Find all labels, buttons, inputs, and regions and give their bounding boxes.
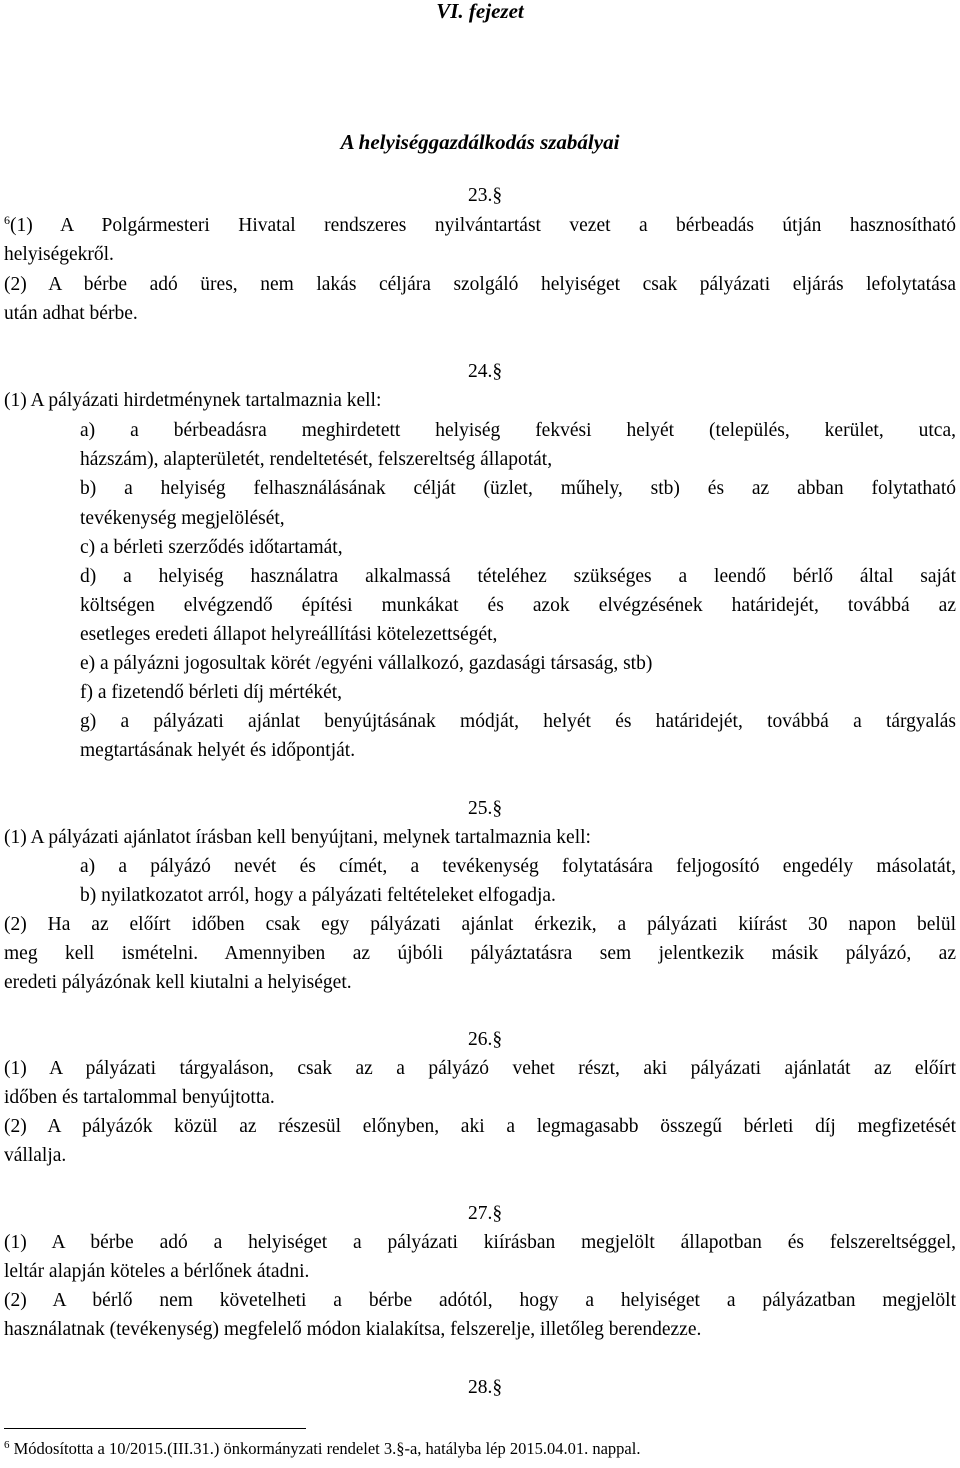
paragraph-27-line: (2) A bérlő nem követelheti a bérbe adótól, hogy a helyiséget a pályázatban megjelölt: [4, 1290, 956, 1311]
list-item-a: a) a pályázó nevét és címét, a tevékenység folytatására feljogosító engedély másolatát,: [80, 856, 956, 877]
paragraph-23-heading: 23.§: [467, 185, 503, 206]
paragraph-26-line: vállalja.: [4, 1145, 67, 1166]
paragraph-27-line: használatnak (tevékenység) megfelelő módon kialakítsa, felszerelje, illetőleg berendezze.: [4, 1319, 702, 1340]
list-item-f: f) a fizetendő bérleti díj mértékét,: [80, 682, 343, 703]
list-item-e: e) a pályázni jogosultak körét /egyéni vállalkozó, gazdasági társaság, stb): [80, 653, 653, 674]
footnote-text: Módosította a 10/2015.(III.31.) önkormányzati rendelet 3.§-a, hatályba lép 2015.04.01. nappal.: [9, 1439, 641, 1458]
footnote-reference[interactable]: 6: [4, 213, 10, 227]
paragraph-26-line: (2) A pályázók közül az részesül előnyben, aki a legmagasabb összegű bérleti díj megfizetését: [4, 1116, 956, 1137]
list-item-b: b) a helyiség felhasználásának célját (üzlet, műhely, stb) és az abban folytatható: [80, 478, 956, 499]
list-item-g: megtartásának helyét és időpontját.: [80, 740, 356, 761]
list-item-a: házszám), alapterületét, rendeltetését, felszereltség állapotát,: [80, 449, 553, 470]
list-item-d: költségen elvégzendő építési munkákat és azok elvégzésének határidejét, továbbá az: [80, 595, 956, 616]
paragraph-25-line: (2) Ha az előírt időben csak egy pályázati ajánlat érkezik, a pályázati kiírást 30 napon belül: [4, 914, 956, 935]
paragraph-25-line: eredeti pályázónak kell kiutalni a helyiséget.: [4, 972, 352, 993]
chapter-heading: VI. fejezet: [436, 0, 524, 23]
paragraph-27-line: leltár alapján köteles a bérlőnek átadni.: [4, 1261, 310, 1282]
paragraph-23-line: (2) A bérbe adó üres, nem lakás céljára szolgáló helyiséget csak pályázati eljárás lefolytatása: [4, 274, 956, 295]
list-item-c: c) a bérleti szerződés időtartamát,: [80, 537, 343, 558]
paragraph-28-heading: 28.§: [467, 1377, 503, 1398]
footnote: [4, 1436, 640, 1462]
list-item-d: esetleges eredeti állapot helyreállítási kötelezettségét,: [80, 624, 498, 645]
paragraph-23-line: után adhat bérbe.: [4, 303, 138, 324]
list-item-a: a) a bérbeadásra meghirdetett helyiség fekvési helyét (település, kerület, utca,: [80, 420, 956, 441]
section-title: A helyiséggazdálkodás szabályai: [340, 130, 620, 154]
list-item-g: g) a pályázati ajánlat benyújtásának módját, helyét és határidejét, továbbá a tárgyalás: [80, 711, 956, 732]
paragraph-23-line: helyiségekről.: [4, 244, 114, 265]
footnote-mark: 6: [4, 1439, 10, 1451]
paragraph-27-heading: 27.§: [467, 1203, 503, 1224]
paragraph-24-line: (1) A pályázati hirdetménynek tartalmaznia kell:: [4, 390, 382, 411]
footnote-separator: [4, 1428, 306, 1429]
paragraph-25-line: meg kell ismételni. Amennyiben az újbóli pályáztatásra sem jelentkezik másik pályázó, az: [4, 943, 956, 964]
paragraph-25-heading: 25.§: [467, 798, 503, 819]
list-item-d: d) a helyiség használatra alkalmassá tételéhez szükséges a leendő bérlő által saját: [80, 566, 956, 587]
paragraph-24-heading: 24.§: [467, 361, 503, 382]
paragraph-26-line: időben és tartalommal benyújtotta.: [4, 1087, 275, 1108]
paragraph-26-line: (1) A pályázati tárgyaláson, csak az a pályázó vehet részt, aki pályázati ajánlatát az előírt: [4, 1058, 956, 1079]
list-item-b: b) nyilatkozatot arról, hogy a pályázati feltételeket elfogadja.: [80, 885, 556, 906]
paragraph-27-line: (1) A bérbe adó a helyiséget a pályázati kiírásban megjelölt állapotban és felszereltséggel,: [4, 1232, 956, 1253]
paragraph-23-line: $^6$(1) A Polgármesteri Hivatal rendszeres nyilvántartást vezet a bérbeadás útján hasznosítható: [4, 213, 956, 236]
paragraph-25-line: (1) A pályázati ajánlatot írásban kell benyújtani, melynek tartalmaznia kell:: [4, 827, 591, 848]
paragraph-26-heading: 26.§: [467, 1029, 503, 1050]
list-item-b: tevékenység megjelölését,: [80, 508, 285, 529]
